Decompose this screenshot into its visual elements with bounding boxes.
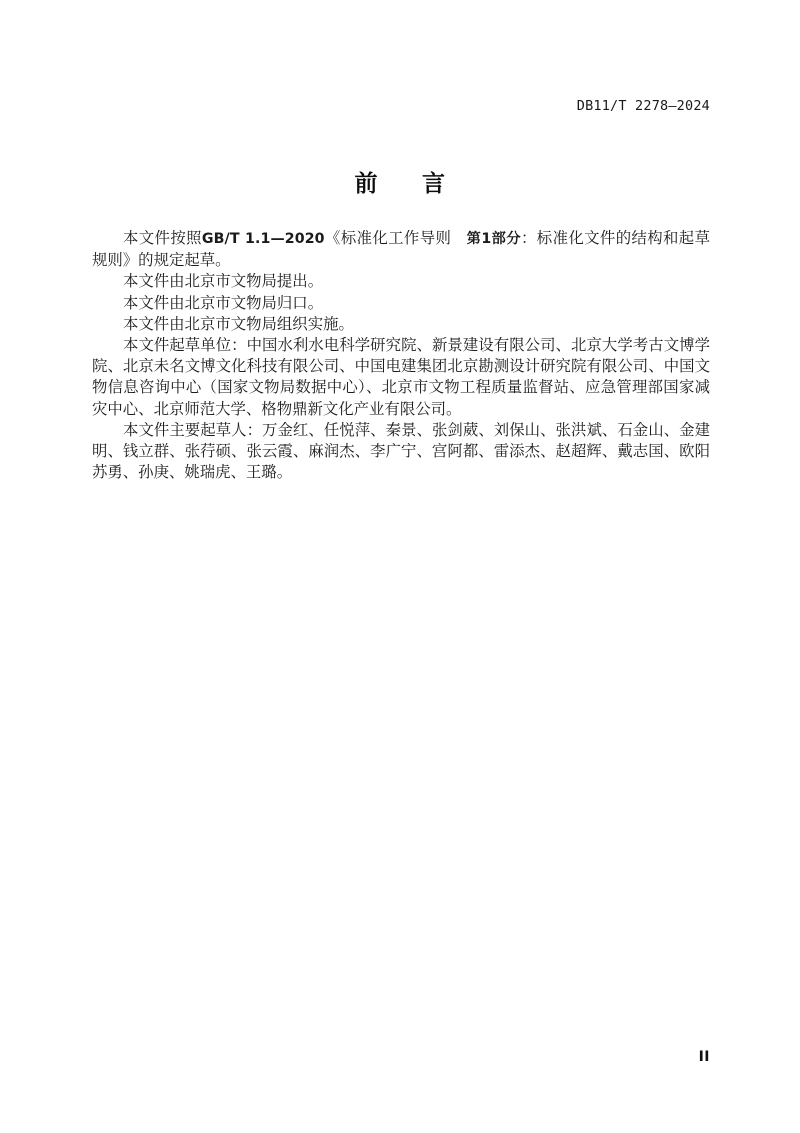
paragraph-basis	[92, 228, 710, 271]
basis-text-2: 《标准化工作导则	[324, 230, 452, 247]
page-number: II	[698, 1049, 710, 1065]
paragraph-jurisdiction: 本文件由北京市文物局归口。	[123, 294, 324, 312]
paragraph-proposed-by: 本文件由北京市文物局提出。	[123, 273, 324, 291]
basis-part-ref: 第1部分	[466, 231, 522, 247]
basis-standard-ref: GB/T 1.1—2020	[201, 231, 325, 247]
paragraph-implementation: 本文件由北京市文物局组织实施。	[123, 315, 354, 333]
basis-text-1: 本文件按照	[123, 230, 202, 247]
paragraph-principal-drafters: 本文件主要起草人：万金红、任悦萍、秦景、张剑葳、刘保山、张洪斌、石金山、金建明、钱立群、张荇硕、张云霞、麻润杰、李广宁、宫阿都、雷添杰、赵超辉、戴志国、欧阳苏勇、孙庚、姚瑞虎、王璐。	[92, 421, 710, 482]
foreword-body	[92, 228, 710, 483]
page-title	[0, 165, 800, 198]
running-header-standard-number: DB11/T 2278—2024	[576, 98, 710, 114]
page-title-char-2: 言	[422, 171, 446, 197]
basis-text-3: ：标准化文件的结构和起草规则》的规定起草。	[92, 230, 710, 270]
paragraph-drafting-organizations: 本文件起草单位：中国水利水电科学研究院、新景建设有限公司、北京大学考古文博学院、北京未名文博文化科技有限公司、中国电建集团北京勘测设计研究院有限公司、中国文物信息咨询中心（国家文物局数据中心）、北京市文物工程质量监督站、应急管理部国家减灾中心、北京师范大学、格物鼎新文化产业有限公司。	[92, 337, 710, 418]
page-title-char-1: 前	[354, 171, 378, 197]
